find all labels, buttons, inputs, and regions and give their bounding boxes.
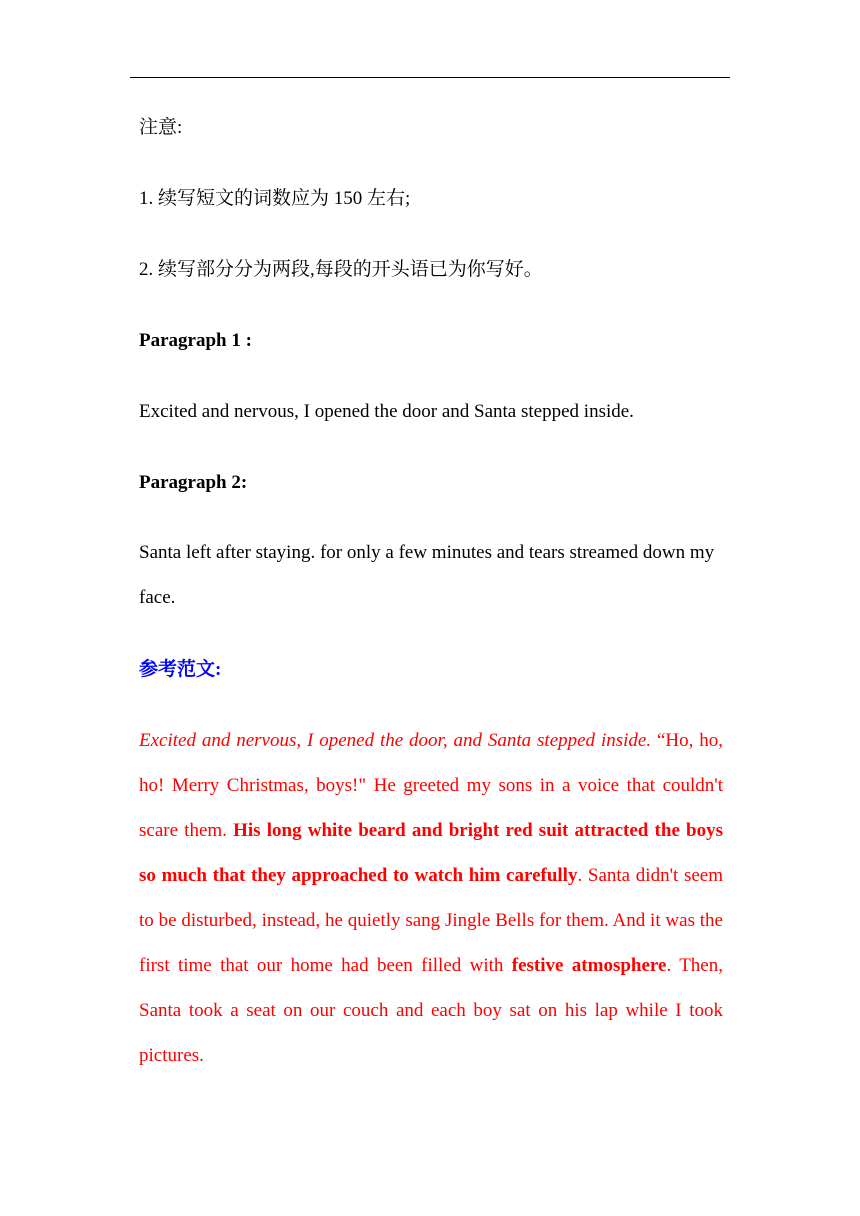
notes-heading: 注意: (139, 117, 183, 138)
paragraph-2-opening: Santa left after staying. for only a few minutes and tears streamed down my face. (139, 542, 715, 608)
essay-opening-sentence: Excited and nervous, I opened the door, and Santa stepped inside. (139, 730, 652, 751)
header-rule (130, 77, 730, 78)
sample-essay-heading: 参考范文: (139, 659, 222, 680)
paragraph-1-label: Paragraph 1 : (139, 330, 252, 351)
paragraph-2-label: Paragraph 2: (139, 472, 248, 493)
essay-text-segment: “Ho, ho, ho! Merry Christmas, boys!" He greeted my sons in a voice that couldn't scare them. (139, 730, 724, 841)
sample-essay-body (139, 718, 723, 1078)
essay-text-segment: . Then, Santa took a seat on our couch and each boy sat on his lap while I took pictures. (139, 955, 723, 1066)
paragraph-1-opening: Excited and nervous, I opened the door and Santa stepped inside. (139, 401, 634, 422)
notes-item-1: 1. 续写短文的词数应为 150 左右; (139, 188, 411, 209)
essay-highlight-phrase: festive atmosphere (511, 955, 667, 976)
essay-highlight-phrase: His long white beard and bright red suit attracted the boys so much that they approached to watch him carefully (139, 820, 723, 886)
essay-text-segment: . Santa didn't seem to be disturbed, instead, he quietly sang Jingle Bells for them. And it was the first time that our home had been filled with (139, 865, 723, 976)
notes-item-2: 2. 续写部分分为两段,每段的开头语已为你写好。 (139, 259, 543, 280)
